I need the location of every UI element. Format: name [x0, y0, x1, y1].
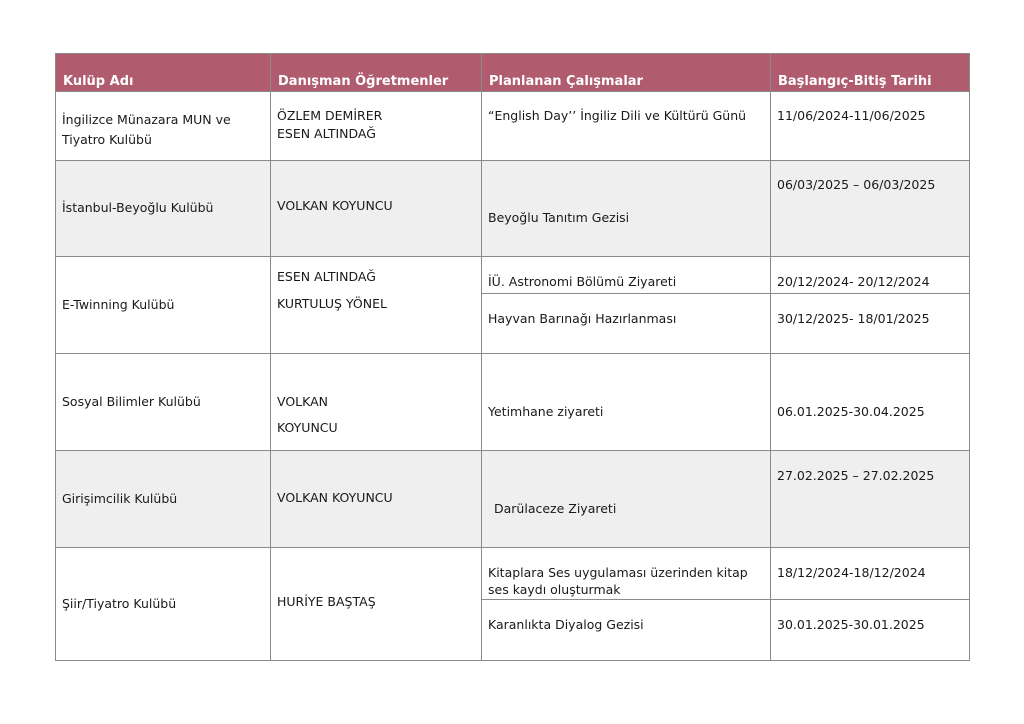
- advisor-name: VOLKAN: [277, 394, 329, 409]
- sub-row-divider: [481, 293, 970, 294]
- activity-date: 11/06/2024-11/06/2025: [777, 108, 926, 123]
- column-divider: [481, 53, 482, 661]
- club-name-cell: [55, 91, 270, 160]
- club-name-line: Sosyal Bilimler Kulübü: [62, 393, 201, 409]
- advisor-name: ÖZLEM DEMİRER: [277, 108, 383, 123]
- activity-text: Darülaceze Ziyareti: [494, 501, 617, 516]
- row-divider: [55, 450, 970, 451]
- advisor-name: ESEN ALTINDAĞ: [277, 269, 376, 284]
- club-name-line: İstanbul-Beyoğlu Kulübü: [62, 200, 214, 215]
- activity-text: Beyoğlu Tanıtım Gezisi: [488, 210, 630, 225]
- row-divider: [55, 353, 970, 354]
- row-divider: [55, 547, 970, 548]
- header-dates: [770, 53, 969, 91]
- club-name-line: Girişimcilik Kulübü: [62, 490, 178, 506]
- table-row: [55, 547, 969, 660]
- activity-text: Kitaplara Ses uygulaması üzerinden kitap ses kaydı oluşturmak: [488, 565, 748, 597]
- club-name-cell: [55, 547, 270, 660]
- club-name-cell: [55, 160, 270, 256]
- advisor-name: KOYUNCU: [277, 420, 338, 435]
- club-name-line: E-Twinning Kulübü: [62, 296, 175, 312]
- table-border-left: [55, 53, 56, 661]
- row-divider: [55, 160, 970, 161]
- advisor-name: VOLKAN KOYUNCU: [277, 198, 393, 213]
- table-row: [55, 91, 969, 160]
- advisor-name: HURİYE BAŞTAŞ: [277, 593, 376, 609]
- activity-text: “English Day’’ İngiliz Dili ve Kültürü Günü: [488, 108, 747, 123]
- advisors-cell: [270, 160, 481, 256]
- row-divider: [55, 256, 970, 257]
- header-planned: [481, 53, 770, 91]
- header-club: [55, 53, 270, 91]
- row-divider: [55, 91, 970, 92]
- activity-date: 18/12/2024-18/12/2024: [777, 565, 926, 580]
- header-planned-label: Planlanan Çalışmalar: [489, 74, 643, 89]
- table-border-right: [969, 53, 970, 661]
- activity-text: İÜ. Astronomi Bölümü Ziyareti: [488, 274, 677, 289]
- advisors-cell: [270, 547, 481, 660]
- column-divider: [770, 53, 771, 661]
- header-club-label: Kulüp Adı: [63, 74, 134, 89]
- advisor-name: KURTULUŞ YÖNEL: [277, 296, 387, 311]
- activity-text: Karanlıkta Diyalog Gezisi: [488, 617, 644, 632]
- club-name-cell: [55, 256, 270, 353]
- sub-row-divider: [481, 599, 970, 600]
- club-name-line: İngilizce Münazara MUN ve: [62, 111, 231, 127]
- activity-text: Yetimhane ziyareti: [488, 404, 604, 419]
- club-name-cell: [55, 450, 270, 547]
- advisor-name: VOLKAN KOYUNCU: [277, 490, 393, 505]
- advisors-cell: [270, 91, 481, 160]
- activity-date: 30/12/2025- 18/01/2025: [777, 311, 930, 326]
- table-row: [55, 450, 969, 547]
- club-name-cell: [55, 353, 270, 450]
- club-name-line: Şiir/Tiyatro Kulübü: [62, 595, 177, 611]
- table-border-top: [55, 53, 970, 54]
- header-dates-label: Başlangıç-Bitiş Tarihi: [778, 74, 932, 89]
- activity-date: 27.02.2025 – 27.02.2025: [777, 468, 935, 483]
- table-row: [55, 353, 969, 450]
- table-row: [55, 256, 969, 353]
- club-name-line: Tiyatro Kulübü: [62, 131, 152, 147]
- advisor-name: ESEN ALTINDAĞ: [277, 126, 376, 141]
- header-advisors: [270, 53, 481, 91]
- activity-date: 20/12/2024- 20/12/2024: [777, 274, 930, 289]
- column-divider: [270, 53, 271, 661]
- activity-date: 06/03/2025 – 06/03/2025: [777, 177, 936, 192]
- activity-date: 06.01.2025-30.04.2025: [777, 404, 925, 419]
- table-border-bottom: [55, 660, 970, 661]
- header-advisors-label: Danışman Öğretmenler: [278, 74, 449, 89]
- activity-text: Hayvan Barınağı Hazırlanması: [488, 311, 677, 326]
- table-row: [55, 160, 969, 256]
- activity-date: 30.01.2025-30.01.2025: [777, 617, 925, 632]
